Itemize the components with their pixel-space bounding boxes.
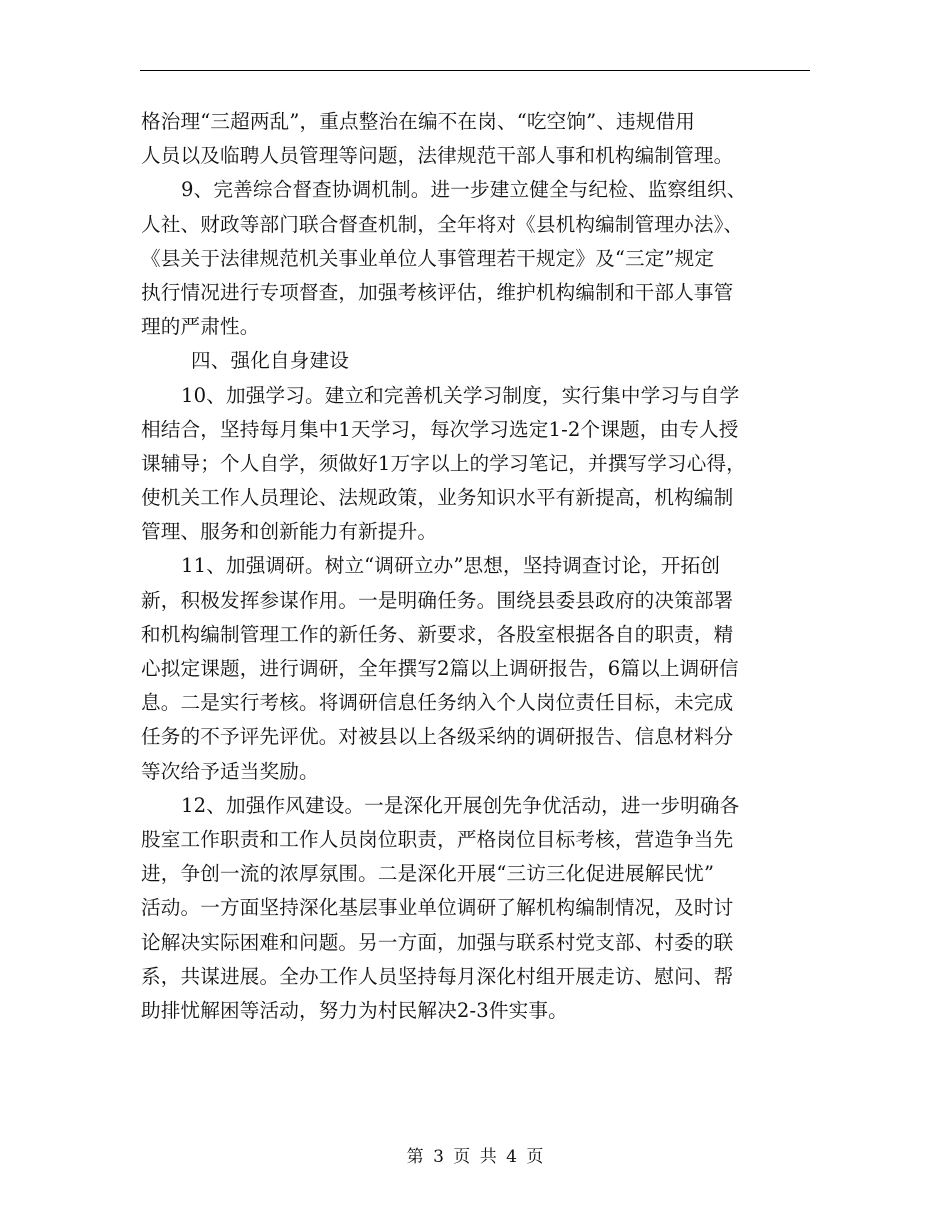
text-line: 相结合，坚持每月集中1天学习，每次学习选定1-2个课题，由专人授 (141, 417, 739, 441)
text-line: 活动。一方面坚持深化基层事业单位调研了解机构编制情况，及时讨 (141, 896, 734, 920)
text-line: 人社、财政等部门联合督查机制，全年将对《县机构编制管理办法》、 (141, 212, 744, 236)
text-line: 管理、服务和创新能力有新提升。 (141, 520, 438, 544)
text-line: 新，积极发挥参谋作用。一是明确任务。围绕县委县政府的决策部署 (141, 588, 734, 612)
text-line: 使机关工作人员理论、法规政策，业务知识水平有新提高，机构编制 (141, 486, 734, 510)
text-line: 任务的不予评先评优。对被县以上各级采纳的调研报告、信息材料分 (141, 725, 734, 749)
text-line: 等次给予适当奖励。 (141, 759, 319, 783)
page-number-footer: 第 3 页 共 4 页 (406, 1147, 544, 1167)
text-line: 息。二是实行考核。将调研信息任务纳入个人岗位责任目标，未完成 (141, 691, 734, 715)
text-line: 进，争创一流的浓厚氛围。二是深化开展“三访三化促进展解民忧” (141, 862, 715, 886)
text-line: 《县关于法律规范机关事业单位人事管理若干规定》及“三定”规定 (141, 246, 715, 270)
section-heading: 四、强化自身建设 (191, 349, 349, 373)
text-line: 助排忧解困等活动，努力为村民解决2-3件实事。 (141, 998, 568, 1022)
text-line: 论解决实际困难和问题。另一方面，加强与联系村党支部、村委的联 (141, 930, 734, 954)
text-line: 课辅导；个人自学，须做好1万字以上的学习笔记，并撰写学习心得， (141, 451, 746, 475)
paragraph-start-line: 11、加强调研。树立“调研立办”思想，坚持调查讨论，开拓创 (181, 554, 721, 578)
text-line: 系，共谋进展。全办工作人员坚持每月深化村组开展走访、慰问、帮 (141, 964, 734, 988)
paragraph-start-line: 10、加强学习。建立和完善机关学习制度，实行集中学习与自学 (181, 383, 740, 407)
document-body (141, 105, 811, 1028)
text-line: 理的严肃性。 (141, 315, 260, 339)
text-line: 心拟定课题，进行调研，全年撰写2篇以上调研报告，6篇以上调研信 (141, 657, 739, 680)
paragraph-start-line: 9、完善综合督查协调机制。进一步建立健全与纪检、监察组织、 (181, 178, 747, 202)
text-line: 执行情况进行专项督查，加强考核评估，维护机构编制和干部人事管 (141, 280, 734, 304)
paragraph-start-line: 12、加强作风建设。一是深化开展创先争优活动，进一步明确各 (181, 793, 740, 817)
text-line: 股室工作职责和工作人员岗位职责，严格岗位目标考核，营造争当先 (141, 827, 734, 851)
text-line: 和机构编制管理工作的新任务、新要求，各股室根据各自的职责，精 (141, 622, 734, 646)
text-line: 格治理“三超两乱”，重点整治在编不在岗、“吃空饷”、违规借用 (141, 110, 696, 133)
header-rule (140, 70, 810, 71)
text-line: 人员以及临聘人员管理等问题，法律规范干部人事和机构编制管理。 (141, 144, 734, 168)
